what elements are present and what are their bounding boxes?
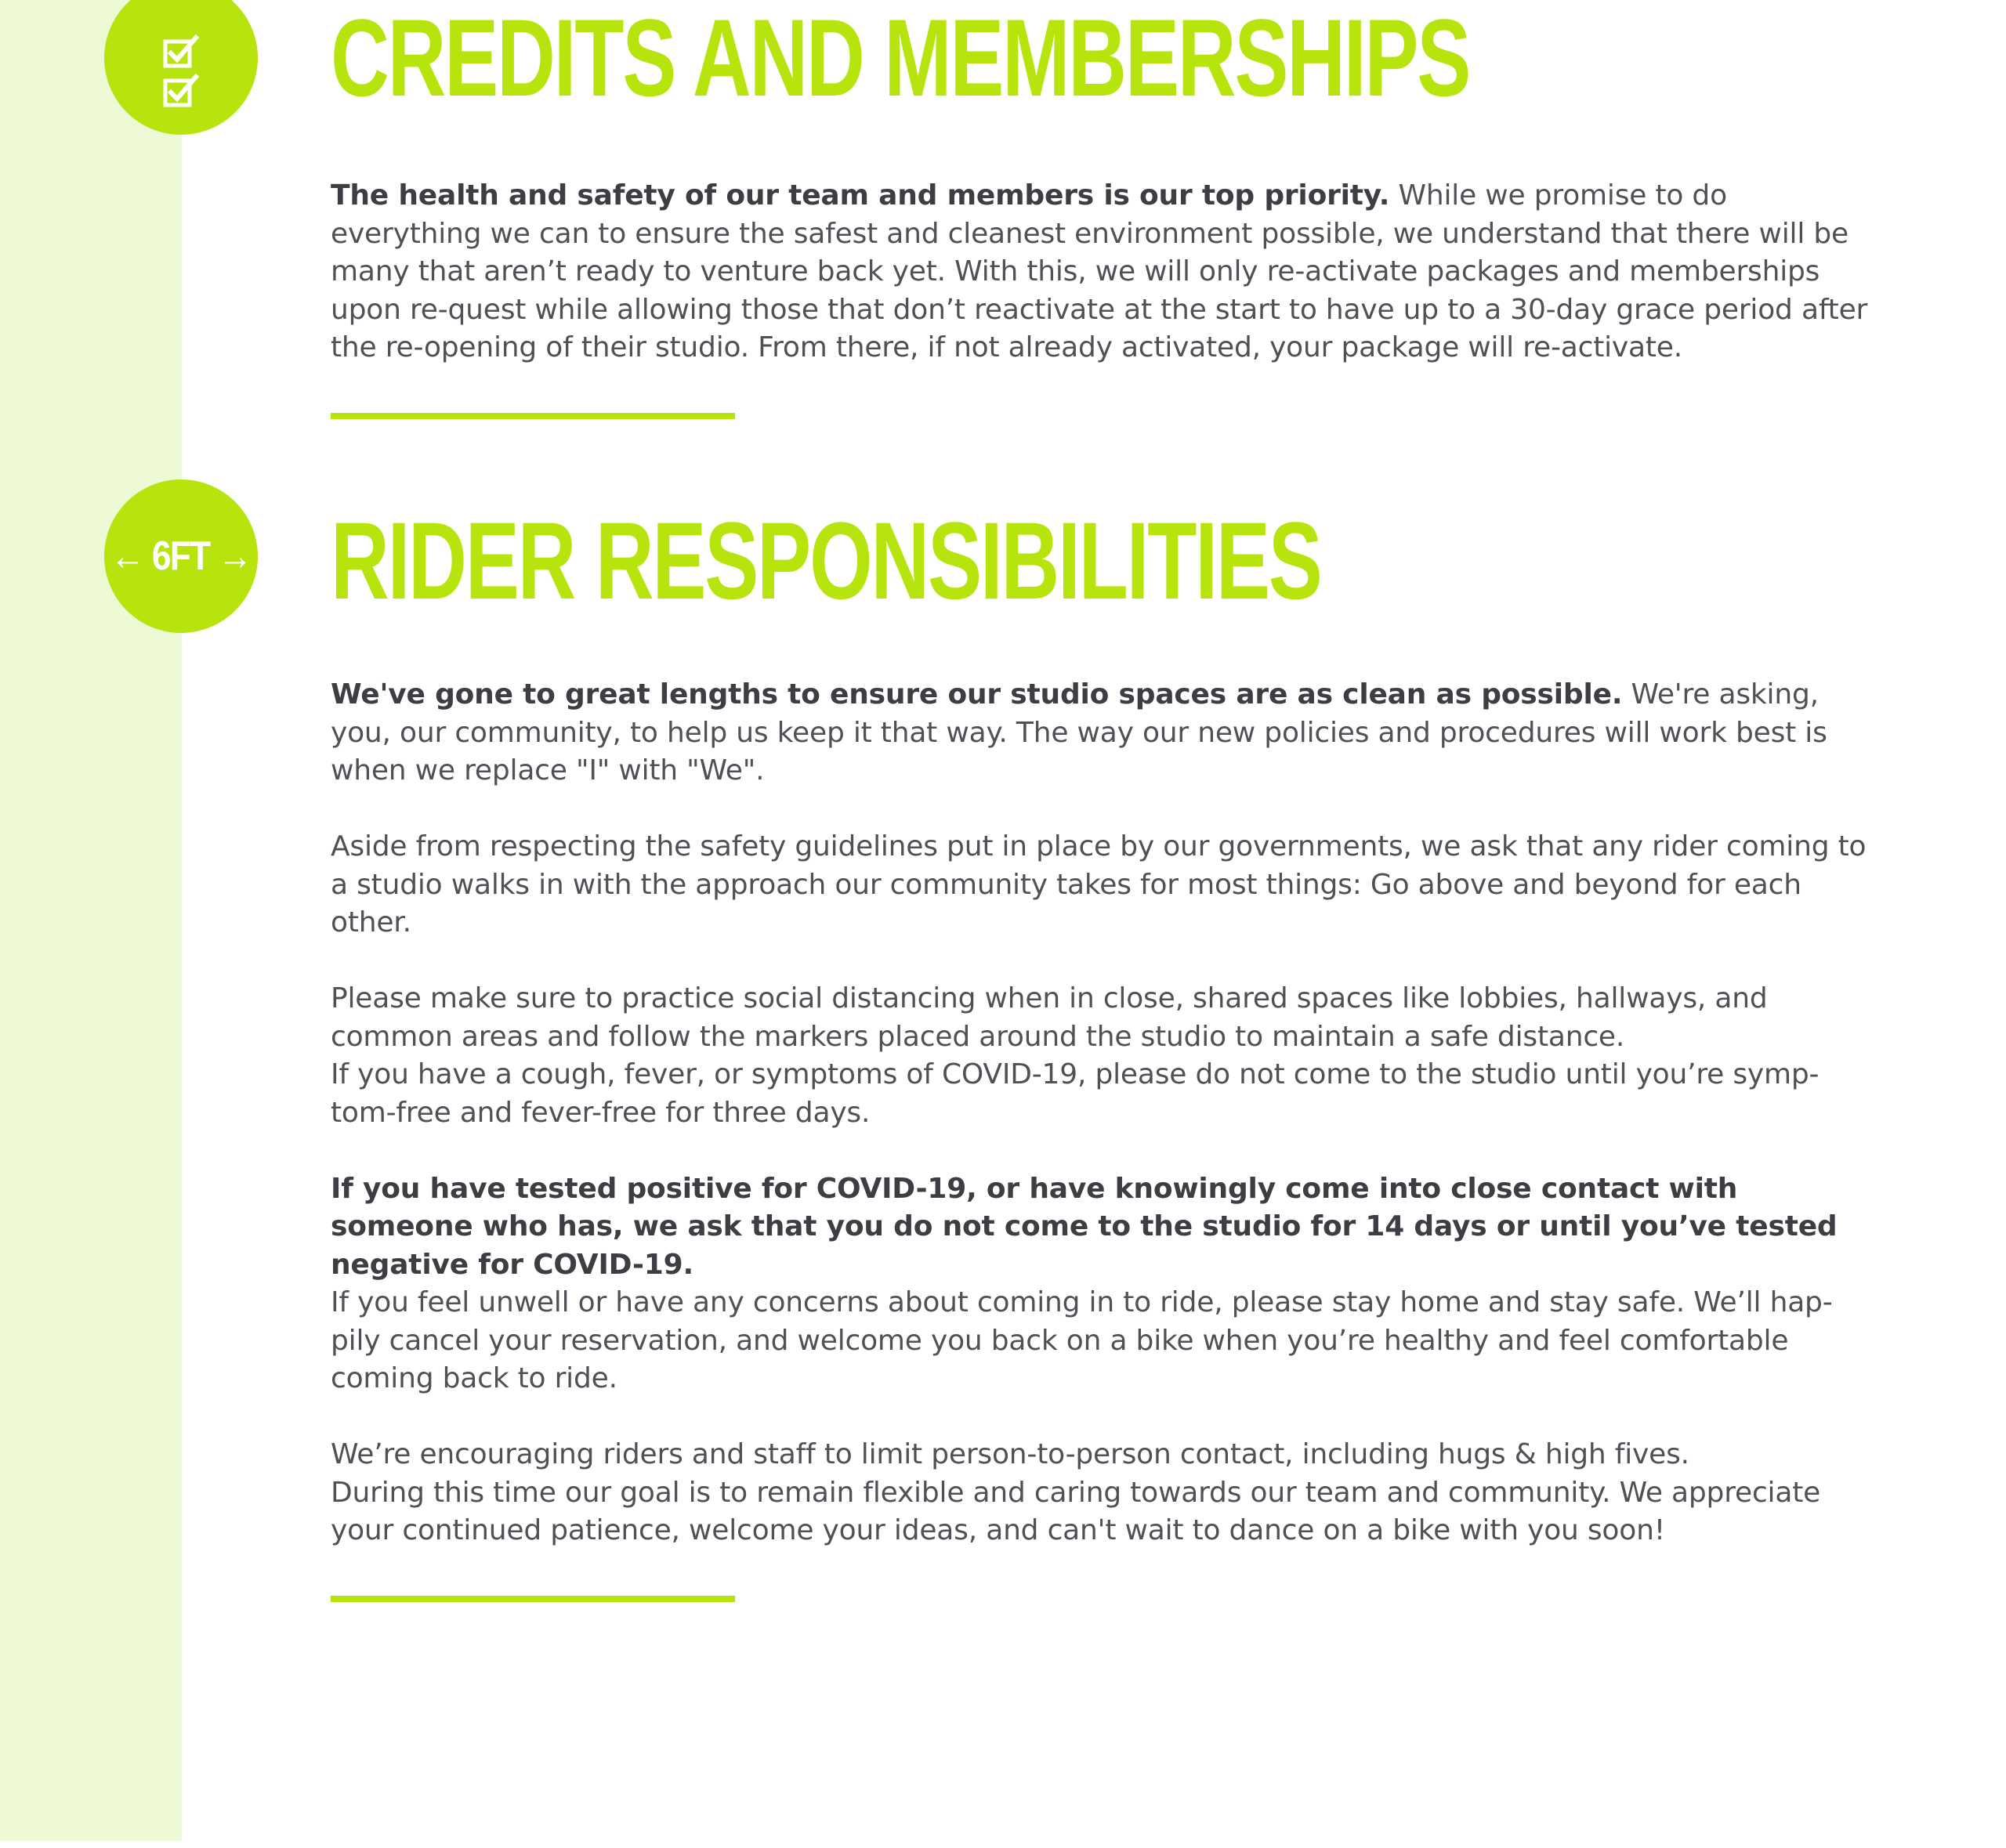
rider-paragraph-3 [331,980,1874,1132]
rider-p4-bold: If you have tested positive for COVID-19, or have knowingly come into close contact with someone who has, we ask that you do not come to the studio for 14 days or until you’ve tested negative for COVID-19. [331,1172,1838,1281]
rider-p5-line-2: During this time our goal is to remain flexible and caring towards our team and community. We appreciate your continued patience, welcome your ideas, and can't wait to dance on a bike with you soon! [331,1476,1821,1546]
rider-p5-line-1: We’re encouraging riders and staff to limit person-to-person contact, including hugs & high fives. [331,1438,1689,1470]
section-divider [331,1596,735,1602]
credits-intro-bold: The health and safety of our team and members is our top priority. [331,179,1390,212]
rider-body [331,676,1874,1550]
six-feet-distance-icon: ← 6FT → [110,533,252,579]
credits-body [331,177,1874,367]
rider-paragraph-4 [331,1170,1874,1398]
credits-intro-text: While we promise to do everything we can to ensure the safest and cleanest environment possible, we understand that there will be many that aren’t ready to venture back yet. With this, we will only re-activate packages and memberships upon re-quest while allowing those that don’t reactivate at the start to have up to a 30-day grace period after the re-opening of their studio. From there, if not already activated, your package will re-activate. [331,179,1868,363]
checkbox-checked-icon-bottom [163,74,199,110]
rider-p1-text: We're asking, you, our community, to help us keep it that way. The way our new policies and procedures will work best is when we replace "I" with "We". [331,678,1827,787]
rider-paragraph-2: Aside from respecting the safety guidelines put in place by our governments, we ask that any rider coming to a studio walks in with the approach our community takes for most things: Go above and beyond for each other. [331,830,1867,938]
rider-p1-bold: We've gone to great lengths to ensure our studio spaces are as clean as possible. [331,678,1623,711]
six-feet-badge [104,479,258,633]
checkbox-checked-icon-top [163,34,199,71]
section-divider [331,413,735,419]
rider-heading: RIDER RESPONSIBILITIES [331,499,1321,622]
rider-p3-line-2: If you have a cough, fever, or symptoms of COVID-19, please do not come to the studio until you’re symp-tom-free and fever-free for three days. [331,1058,1820,1129]
checkbox-checked-icon [163,34,199,110]
side-band [0,0,182,1841]
credits-heading: CREDITS AND MEMBERSHIPS [331,0,1470,119]
rider-paragraph-1 [331,676,1874,790]
rider-paragraph-5 [331,1436,1874,1550]
rider-p3-line-1: Please make sure to practice social distancing when in close, shared spaces like lobbies, hallways, and common areas and follow the markers placed around the studio to maintain a safe distance. [331,982,1768,1053]
credits-paragraph [331,177,1874,367]
rider-p4-text: If you feel unwell or have any concerns about coming in to ride, please stay home and stay safe. We’ll hap-pily cancel your reservation, and welcome you back on a bike when you’re healthy and feel comfortable coming back to ride. [331,1286,1833,1394]
